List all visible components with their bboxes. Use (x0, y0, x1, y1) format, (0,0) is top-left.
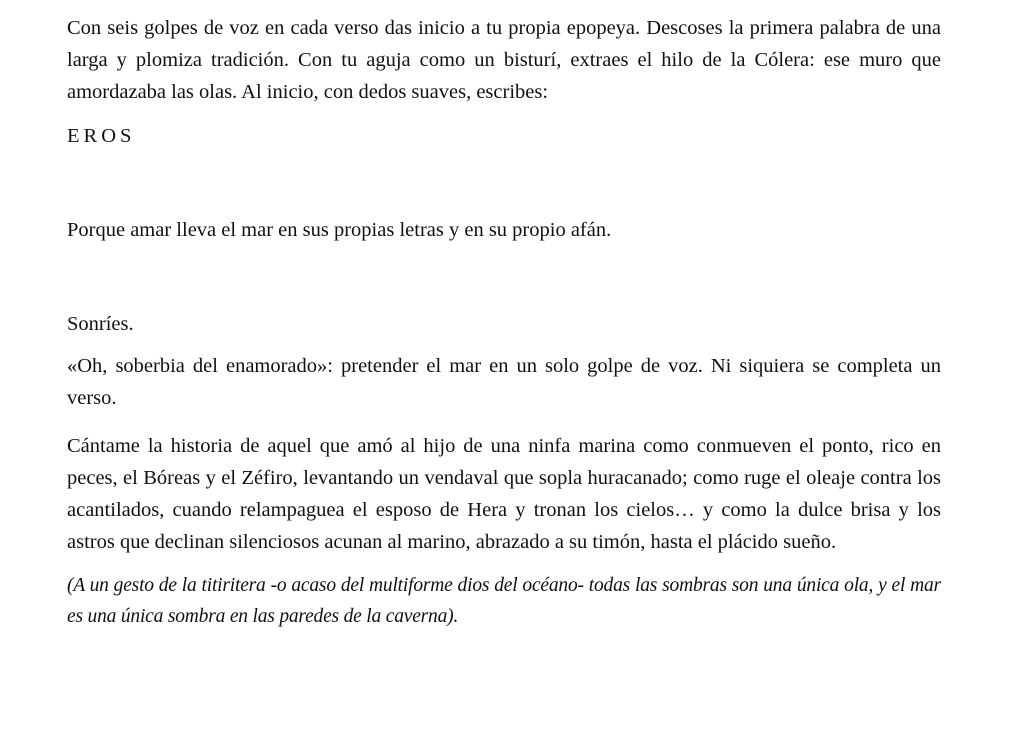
paragraph-opening: Con seis golpes de voz en cada verso das inicio a tu propia epopeya. Descoses la primera palabra de una larga y plomiza tradición. Con tu aguja como un bisturí, extraes el hilo de la Cólera: ese muro que amordazaba las olas. Al inicio, con dedos suaves, escribes: (67, 17, 941, 103)
paragraph-amar: Porque amar lleva el mar en sus propias letras y en su propio afán. (67, 219, 612, 241)
paragraph-sonries: Sonríes. (67, 313, 134, 335)
document-body (67, 12, 941, 632)
paragraph-eros: EROS (67, 125, 136, 147)
paragraph-soberbia: «Oh, soberbia del enamorado»: pretender el mar en un solo golpe de voz. Ni siquiera se completa un verso. (67, 355, 941, 409)
paragraph-stage-direction: (A un gesto de la titiritera -o acaso del multiforme dios del océano- todas las sombras son una única ola, y el mar es una única sombra en las paredes de la caverna). (67, 575, 941, 627)
paragraph-cantame: Cántame la historia de aquel que amó al hijo de una ninfa marina como conmueven el ponto, rico en peces, el Bóreas y el Zéfiro, levantando un vendaval que sopla huracanado; como ruge el oleaje contra los acantilados, cuando relampaguea el esposo de Hera y tronan los cielos… y como la dulce brisa y los astros que declinan silenciosos acunan al marino, abrazado a su timón, hasta el plácido sueño. (67, 435, 941, 553)
